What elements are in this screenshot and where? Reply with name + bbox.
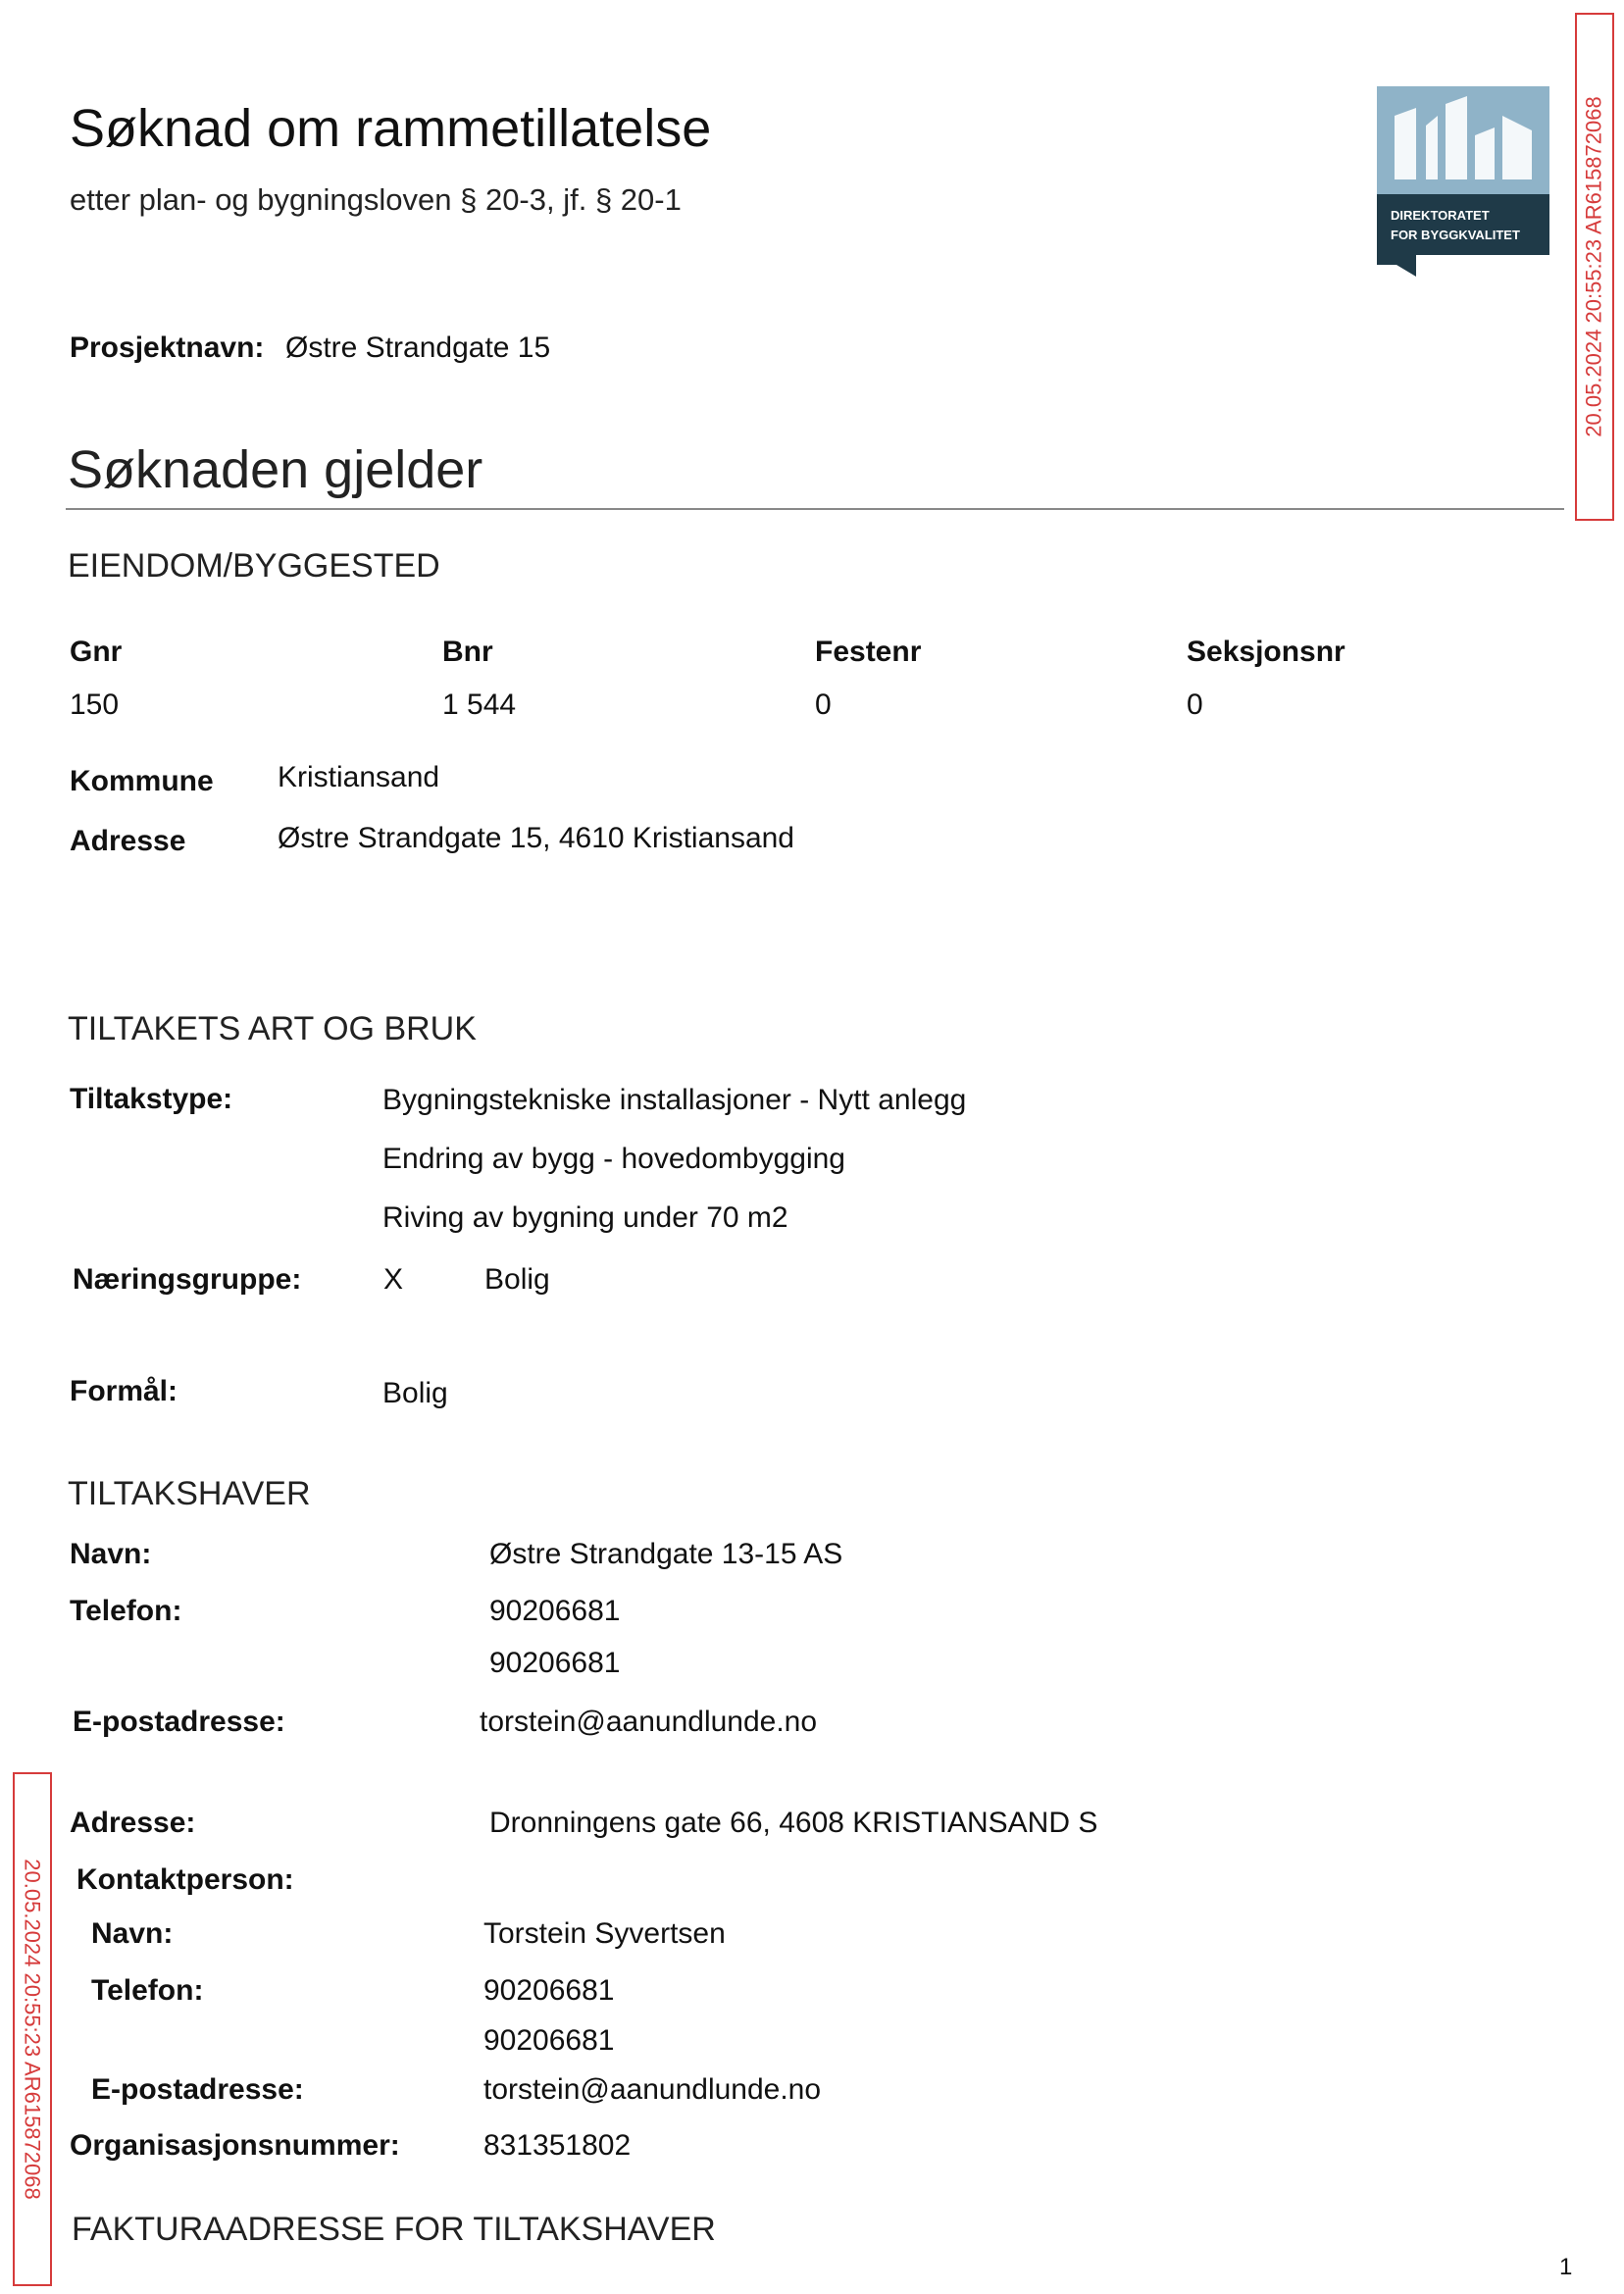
tiltakshaver-epost-label: E-postadresse: (73, 1706, 285, 1738)
heading-divider (66, 508, 1564, 510)
kontakt-navn-label: Navn: (91, 1917, 174, 1950)
tiltakshaver-telefon-value: 90206681 (489, 1595, 621, 1627)
val-seksjonsnr: 0 (1187, 688, 1203, 721)
project-label: Prosjektnavn: (70, 331, 265, 364)
tiltakshaver-adresse-value: Dronningens gate 66, 4608 KRISTIANSAND S (489, 1807, 1098, 1839)
dibk-logo (1377, 86, 1549, 277)
page-subtitle: etter plan- og bygningsloven § 20-3, jf. § 20-1 (70, 182, 682, 217)
tiltakstype-item: Endring av bygg - hovedombygging (382, 1143, 845, 1175)
tiltakstype-item: Bygningstekniske installasjoner - Nytt anlegg (382, 1084, 967, 1116)
col-bnr: Bnr (442, 636, 493, 668)
tiltakshaver-telefon-label: Telefon: (70, 1595, 182, 1627)
kontakt-epost-value: torstein@aanundlunde.no (483, 2073, 822, 2106)
kommune-label: Kommune (70, 765, 214, 797)
page-title: Søknad om rammetillatelse (70, 99, 712, 158)
kontaktperson-label: Kontaktperson: (76, 1863, 294, 1896)
kontakt-epost-label: E-postadresse: (91, 2073, 304, 2106)
tiltakstype-label: Tiltakstype: (70, 1083, 233, 1115)
formal-value: Bolig (382, 1377, 448, 1409)
val-bnr: 1 544 (442, 688, 517, 721)
tiltakshaver-navn-label: Navn: (70, 1538, 152, 1570)
tiltak-heading: TILTAKETS ART OG BRUK (68, 1010, 477, 1047)
adresse-label: Adresse (70, 825, 186, 857)
svg-text:FOR BYGGKVALITET: FOR BYGGKVALITET (1391, 228, 1520, 242)
archive-stamp-right: 20.05.2024 20:55:23 AR615872068 (1575, 13, 1614, 521)
tiltakshaver-navn-value: Østre Strandgate 13-15 AS (489, 1538, 843, 1570)
tiltakshaver-adresse-label: Adresse: (70, 1807, 196, 1839)
col-gnr: Gnr (70, 636, 123, 668)
kontakt-telefon-label: Telefon: (91, 1974, 204, 2007)
orgnr-label: Organisasjonsnummer: (70, 2129, 400, 2162)
formal-label: Formål: (70, 1375, 178, 1407)
val-gnr: 150 (70, 688, 120, 721)
kommune-value: Kristiansand (278, 761, 440, 793)
naeringsgruppe-mark: X (383, 1263, 404, 1296)
val-festenr: 0 (815, 688, 832, 721)
naeringsgruppe-label: Næringsgruppe: (73, 1263, 302, 1296)
page-number: 1 (1559, 2254, 1573, 2280)
kontakt-telefon-value: 90206681 (483, 1974, 615, 2007)
archive-stamp-left: 20.05.2024 20:55:23 AR615872068 (13, 1772, 52, 2286)
svg-text:DIREKTORATET: DIREKTORATET (1391, 208, 1490, 223)
kontakt-navn-value: Torstein Syvertsen (483, 1917, 726, 1950)
eiendom-heading: EIENDOM/BYGGESTED (68, 547, 440, 585)
adresse-value: Østre Strandgate 15, 4610 Kristiansand (278, 822, 794, 854)
section-main-heading: Søknaden gjelder (68, 440, 483, 499)
orgnr-value: 831351802 (483, 2129, 632, 2162)
col-seksjonsnr: Seksjonsnr (1187, 636, 1345, 668)
tiltakshaver-telefon-value: 90206681 (489, 1647, 621, 1679)
naeringsgruppe-value: Bolig (484, 1263, 550, 1296)
tiltakstype-item: Riving av bygning under 70 m2 (382, 1201, 788, 1234)
faktura-heading: FAKTURAADRESSE FOR TILTAKSHAVER (72, 2211, 716, 2248)
kontakt-telefon-value: 90206681 (483, 2024, 615, 2057)
col-festenr: Festenr (815, 636, 922, 668)
tiltakshaver-heading: TILTAKSHAVER (68, 1475, 311, 1512)
tiltakshaver-epost-value: torstein@aanundlunde.no (480, 1706, 818, 1738)
project-value: Østre Strandgate 15 (285, 331, 551, 364)
